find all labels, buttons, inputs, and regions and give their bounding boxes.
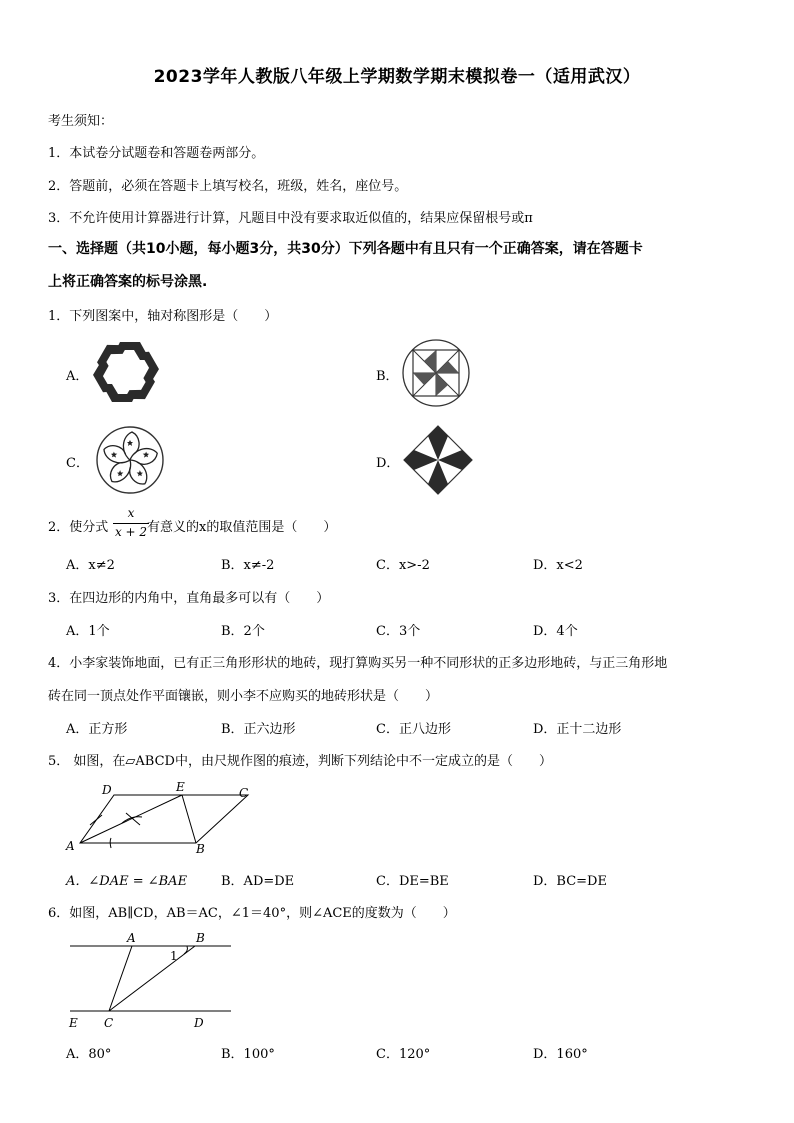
q2-fraction-denominator: x + 2 [114, 525, 148, 539]
section-heading-line2: 上将正确答案的标号涂黑. [48, 274, 208, 290]
q1-figure-b-pinwheel [400, 337, 472, 409]
q5-option-a: A．∠DAE = ∠BAE [66, 874, 188, 889]
question-5-stem: 5． 如图，在▱ABCD中，由尺规作图的痕迹，判断下列结论中不一定成立的是（ ） [48, 754, 552, 769]
section-heading-line1: 一、选择题（共10小题，每小题3分，共30分）下列各题中有且只有一个正确答案，请在答题卡 [48, 241, 643, 257]
q1-option-a-label: A． [66, 369, 89, 384]
q3-option-d: D．4个 [533, 624, 578, 639]
q1-figure-d-diamond [402, 424, 474, 496]
q2-option-c: C．x>-2 [376, 558, 430, 573]
q6-option-d: D．160° [533, 1047, 588, 1062]
q6-option-a: A．80° [66, 1047, 112, 1062]
q6-parallel-lines-figure [64, 928, 244, 1033]
q2-option-a: A．x≠2 [66, 558, 115, 573]
q1-option-d-label: D． [376, 456, 400, 471]
q6-label-b: B [196, 931, 205, 945]
page-title: 2023学年人教版八年级上学期数学期末模拟卷一（适用武汉） [153, 67, 641, 87]
q1-figure-a-hexagon-logo [94, 340, 158, 404]
q5-label-c: C [239, 786, 249, 800]
question-2-stem-pre: 2．使分式 [48, 520, 109, 535]
q5-label-b: B [196, 842, 205, 856]
q2-fraction-numerator: x [127, 506, 135, 520]
q5-option-b: B．AD=DE [221, 874, 295, 889]
q4-option-a: A．正方形 [66, 722, 128, 737]
q6-label-e: E [69, 1016, 78, 1030]
question-4-stem-line2: 砖在同一顶点处作平面镶嵌，则小李不应购买的地砖形状是（ ） [48, 689, 439, 704]
q2-option-d: D．x<2 [533, 558, 583, 573]
q3-option-b: B．2个 [221, 624, 265, 639]
q1-figure-c-flower-emblem [94, 424, 166, 496]
question-3-stem: 3．在四边形的内角中，直角最多可以有（ ） [48, 591, 330, 606]
q3-option-a: A．1个 [66, 624, 110, 639]
q5-label-e: E [176, 780, 185, 794]
q4-option-d: D．正十二边形 [533, 722, 622, 737]
q1-option-b-label: B． [376, 369, 399, 384]
question-2-stem-post: 有意义的x的取值范围是（ ） [147, 520, 337, 535]
q6-label-angle-1: 1 [170, 949, 178, 963]
notice-heading: 考生须知： [48, 114, 114, 129]
notice-item-2: 2．答题前，必须在答题卡上填写校名，班级，姓名，座位号。 [48, 179, 408, 194]
q3-option-c: C．3个 [376, 624, 421, 639]
q6-label-c: C [104, 1016, 114, 1030]
question-4-stem-line1: 4．小李家装饰地面，已有正三角形形状的地砖，现打算购买另一种不同形状的正多边形地砖，与正三角形地 [48, 656, 668, 671]
question-1-stem: 1．下列图案中，轴对称图形是（ ） [48, 309, 278, 324]
q4-option-b: B．正六边形 [221, 722, 296, 737]
q6-option-c: C．120° [376, 1047, 431, 1062]
notice-item-1: 1．本试卷分试题卷和答题卷两部分。 [48, 146, 265, 161]
q1-option-c-label: C． [66, 456, 89, 471]
q5-label-a: A [66, 839, 75, 853]
q4-option-c: C．正八边形 [376, 722, 451, 737]
q6-label-a: A [127, 931, 136, 945]
q2-fraction-bar [113, 523, 149, 524]
question-6-stem: 6．如图，AB∥CD，AB＝AC，∠1＝40°，则∠ACE的度数为（ ） [48, 906, 456, 921]
q5-option-d: D．BC=DE [533, 874, 607, 889]
q2-option-b: B．x≠-2 [221, 558, 275, 573]
q5-label-d: D [102, 783, 112, 797]
q6-label-d: D [194, 1016, 204, 1030]
q5-option-c: C．DE=BE [376, 874, 449, 889]
q6-option-b: B．100° [221, 1047, 275, 1062]
q5-parallelogram-figure [64, 778, 264, 858]
notice-item-3: 3．不允许使用计算器进行计算，凡题目中没有要求取近似值的，结果应保留根号或π [48, 211, 533, 226]
